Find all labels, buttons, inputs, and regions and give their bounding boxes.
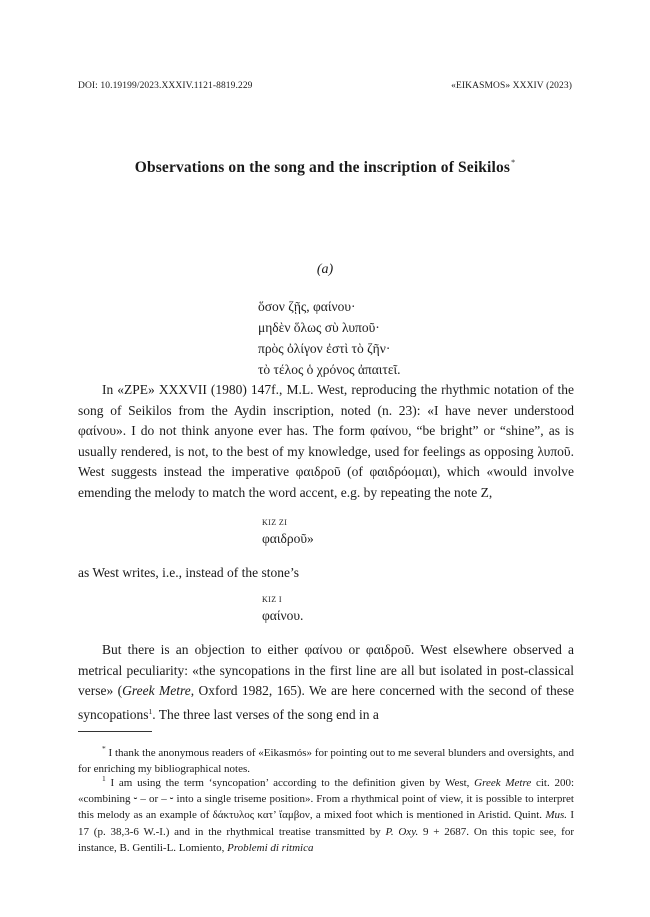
body-paragraph-1: In «ZPE» XXXVII (1980) 147f., M.L. West, reproducing the rhythmic notation of the song of Seikilos from the Aydin inscription, noted (n. 23): «I have never understood φαίνου». I do not think anyone ever has. The form φαίνου, “be bright” or “shine”, as is usually rendered, is not, to the best of my knowledge, used for feelings as opposing λυποῦ. West suggests instead the imperative φαιδροῦ (of φαιδρόομαι), which «would involve emending the melody to match the word accent, e.g. by repeating the note Z, <box>78 382 574 500</box>
article-title <box>0 158 650 177</box>
footnote-separator <box>78 731 152 732</box>
body-paragraph-2: as West writes, i.e., instead of the stone’s <box>78 565 299 580</box>
italic-title: Problemi di ritmica <box>227 841 314 854</box>
footnote-2 <box>78 771 574 856</box>
italic-title: Greek Metre <box>122 683 191 699</box>
text-run: I am using the term ‘syncopation’ according to the definition given by West, <box>110 777 475 789</box>
article-title-text: Observations on the song and the inscription of Seikilos <box>134 159 511 176</box>
text-run: 9 + 2687. On this topic see, for instance, B. Gentili-L. Lomiento, <box>78 825 574 854</box>
body-paragraph-3 <box>78 640 574 725</box>
running-header-journal: «EIKASMOS» XXXIV (2023) <box>451 81 572 91</box>
musical-notation-1: KIZ ZI <box>262 518 288 527</box>
notated-word-1: φαιδροῦ» <box>262 531 314 546</box>
title-footnote-mark: * <box>511 158 516 167</box>
text-run: But there is an objection to either φαίνου or φαιδροῦ. West elsewhere observed a metrical peculiarity: «the syncopations in the first line are all but isolated in post-classical verse» ( <box>78 642 574 699</box>
text-run: I 17 (p. 38,3-6 W.-I.) and in the rhythmical treatise transmitted by <box>78 809 574 838</box>
footnote-text: I thank the anonymous readers of «Eikasmós» for pointing out to me several blunders and oversights, and for enriching my bibliographical notes. <box>78 747 574 776</box>
notated-word-2: φαίνου. <box>262 608 304 623</box>
footnote-mark: 1 <box>102 774 106 783</box>
poem-line: μηδὲν ὅλως σὺ λυποῦ· <box>258 320 380 335</box>
poem-line: ὅσον ζῇς, φαίνου· <box>258 299 356 314</box>
text-run: . The three last verses of the song end in a <box>152 706 379 722</box>
italic-title: P. Oxy. <box>385 825 419 838</box>
footnote-reference: 1 <box>148 706 153 716</box>
musical-notation-2: KIZ I <box>262 595 282 604</box>
italic-title: Mus. <box>545 809 568 822</box>
text-run: , Oxford 1982, 165). We are here concerned with the second of these syncopations <box>78 683 574 722</box>
running-header-doi: DOI: 10.19199/2023.XXXIV.1121-8819.229 <box>78 81 253 91</box>
poem-line: πρὸς ὀλίγον ἐστὶ τὸ ζῆν· <box>258 341 391 356</box>
italic-title: Greek Metre <box>474 777 532 789</box>
section-label: (a) <box>316 262 334 277</box>
greek-poem <box>258 296 401 380</box>
text-run: cit. 200: «combining ⏑ – or – ⏑ into a single triseme position». From a rhythmical point of view, it is possible to interpret this melody as an example of δάκτυλος κατ’ ἴαμβον, a mixed foot which is mentioned in Aristid. Quint. <box>78 777 574 822</box>
poem-line: τὸ τέλος ὁ χρόνος ἀπαιτεῖ. <box>258 362 401 377</box>
footnote-mark: * <box>102 744 106 753</box>
